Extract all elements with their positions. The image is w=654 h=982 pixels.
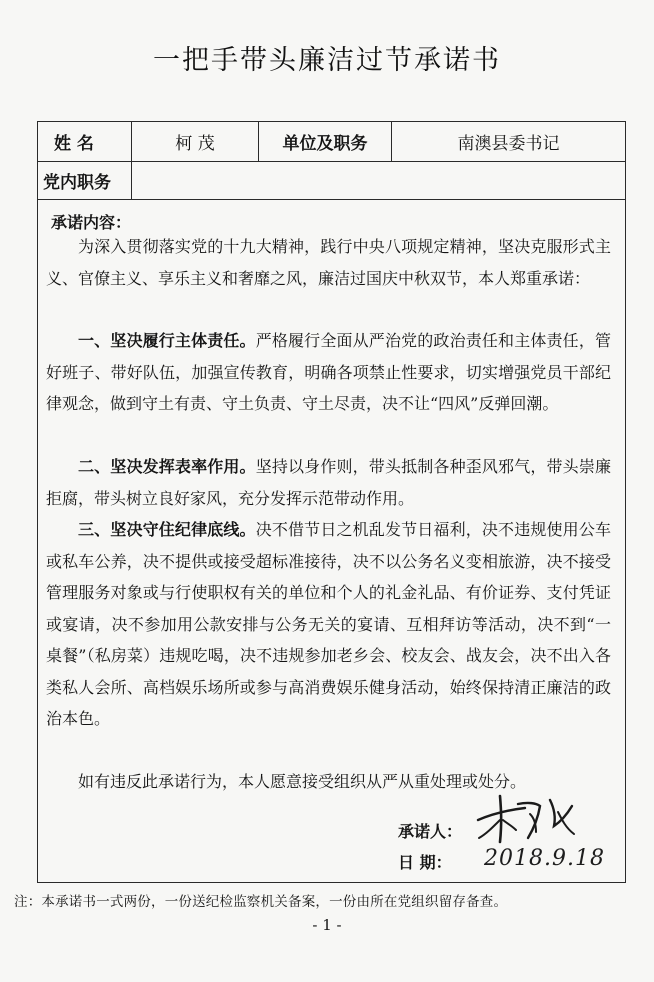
position-value: 南澳县委书记	[457, 134, 560, 154]
closing-paragraph: 如有违反此承诺行为，本人愿意接受组织从严从重处理或处分。	[78, 772, 527, 791]
date-label: 日 期：	[398, 853, 452, 872]
name-value: 柯 茂	[175, 134, 215, 154]
commitment-form-table	[37, 121, 626, 883]
position-label: 单位及职务	[282, 134, 368, 154]
commitment-item-2-text: 坚持以身作则，带头抵制各种歪风邪气，带头崇廉拒腐，带头树立良好家风，充分发挥示范带动作用。	[46, 457, 611, 508]
handwritten-date: 2018.9.18	[484, 846, 605, 871]
footnote: 注：本承诺书一式两份，一份送纪检监察机关备案，一份由所在党组织留存备查。	[14, 894, 508, 910]
commitment-item-2-lead: 二、坚决发挥表率作用。	[78, 457, 256, 476]
commitment-item-3-text: 决不借节日之机乱发节日福利，决不违规使用公车或私车公养，决不提供或接受超标准接待，决不以公务名义变相旅游，决不接受管理服务对象或与行使职权有关的单位和个人的礼金礼品、有价证券、支付凭证或宴请，决不参加用公款安排与公务无关的宴请、互相拜访等活动，决不到“一桌餐”（私房菜）违规吃喝，决不违规参加老乡会、校友会、战友会，决不出入各类私人会所、高档娱乐场所或参与高消费娱乐健身活动，始终保持清正廉洁的政治本色。	[46, 520, 611, 728]
document-title: 一把手带头廉洁过节承诺书	[153, 45, 501, 76]
commitment-heading: 承诺内容：	[51, 213, 132, 232]
info-row-party-role	[38, 161, 625, 200]
commitment-item-1-lead: 一、坚决履行主体责任。	[78, 331, 256, 350]
signer-label: 承诺人：	[398, 822, 463, 841]
commitment-item-1	[46, 325, 611, 420]
info-row-name-position	[38, 122, 625, 162]
name-label: 姓 名	[54, 134, 94, 154]
party-role-label: 党内职务	[43, 172, 111, 193]
page-number: - 1 -	[312, 916, 342, 934]
handwritten-signature	[470, 790, 580, 846]
commitment-item-3	[46, 514, 611, 735]
commitment-item-3-lead: 三、坚决守住纪律底线。	[78, 520, 256, 539]
commitment-item-2	[46, 451, 611, 514]
party-role-value	[132, 161, 625, 199]
intro-paragraph: 为深入贯彻落实党的十九大精神，践行中央八项规定精神，坚决克服形式主义、官僚主义、享乐主义和奢靡之风，廉洁过国庆中秋双节，本人郑重承诺：	[46, 237, 611, 288]
commitment-item-1-text: 严格履行全面从严治党的政治责任和主体责任，管好班子、带好队伍，加强宣传教育，明确各项禁止性要求，切实增强党员干部纪律观念，做到守土有责、守土负责、守土尽责，决不让“四风”反弹回潮。	[46, 331, 611, 413]
